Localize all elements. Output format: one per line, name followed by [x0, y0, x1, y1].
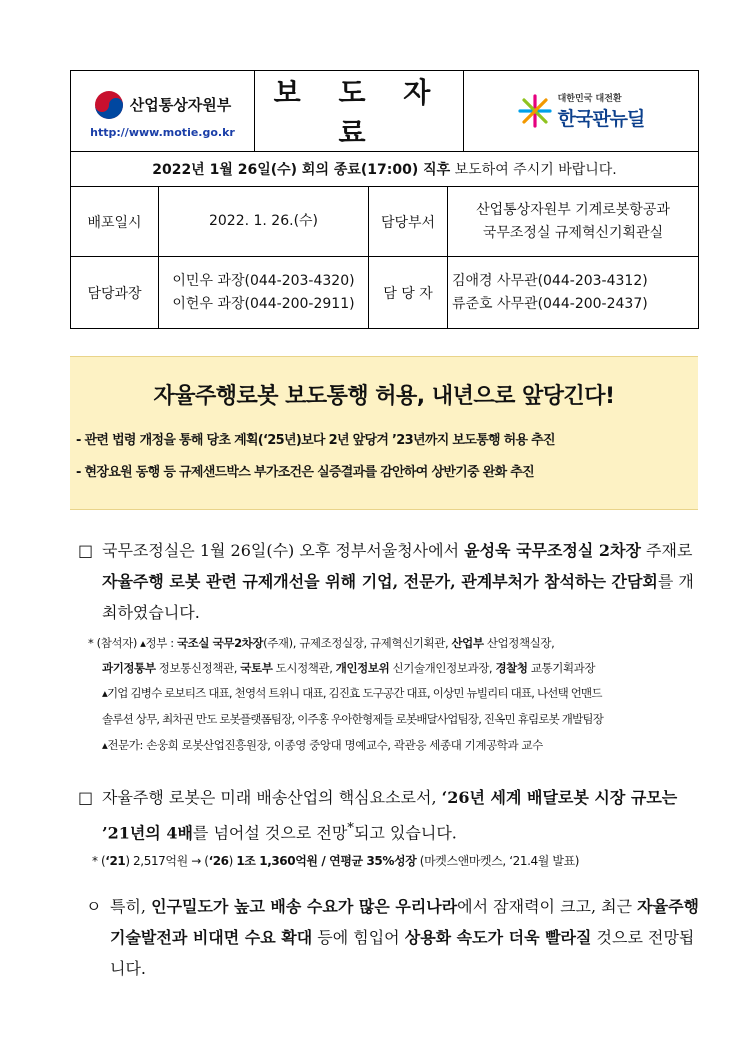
department-2: 국무조정실 규제혁신기획관실 — [482, 224, 664, 241]
p3-text-e: 등에 힘입어 — [312, 928, 405, 947]
staff-2: 류준호 사무관(044-200-2437) — [452, 295, 648, 312]
newdeal-title: 한국판뉴딜 — [557, 108, 645, 130]
market-note — [92, 850, 579, 873]
p1-text-d: 자율주행 로봇 관련 규제개선을 위해 기업, 전문가, 관계부처가 참석하는 간담회 — [102, 572, 658, 591]
taegeuk-emblem-icon — [94, 90, 124, 120]
department-1: 산업통상자원부 기계로봇항공과 — [476, 201, 670, 218]
department-value — [448, 187, 699, 257]
p1-text-a: 국무조정실은 1월 26일(수) 오후 정부서울청사에서 — [102, 541, 465, 560]
embargo-time: 2022년 1월 26일(수) 회의 종료(17:00) 직후 — [152, 162, 451, 178]
ministry-logo-cell — [71, 71, 255, 152]
attendee-note-line-1 — [88, 632, 554, 655]
n2-d: ‘26 — [208, 854, 229, 868]
attendee-note-line-4: 솔루션 상무, 최차권 만도 로봇플랫폼팀장, 이주홍 우아한형제들 로봇배달사업팀장, 진옥민 휴림로봇 개발팀장 — [102, 712, 604, 726]
circle-bullet: ㅇ — [86, 897, 102, 916]
n1-l1-d: 산업부 — [451, 636, 484, 650]
n1-l1-a: * (참석자) ▴정부 : — [88, 636, 177, 650]
n1-l2-b: 정보통신정책관, — [155, 661, 241, 675]
n1-l1-e: 산업정책실장, — [483, 636, 555, 650]
manager-1: 이민우 과장(044-203-4320) — [172, 272, 355, 289]
p2-text-a: 자율주행 로봇은 미래 배송산업의 핵심요소로서, — [102, 788, 442, 807]
embargo-notice — [71, 152, 699, 187]
subheadline-2: - 현장요원 동행 등 규제샌드박스 부가조건은 실증결과를 감안하여 상반기중 완화 추진 — [76, 465, 534, 480]
manager-value — [159, 257, 369, 329]
n1-l2-e: 개인정보위 — [335, 661, 390, 675]
p3-text-g: 것으로 전망됩니다. — [110, 928, 695, 978]
attendee-note-line-5: ▴전문가: 손웅희 로봇산업진흥원장, 이종영 중앙대 명예교수, 곽관응 세종대 기계공학과 교수 — [102, 738, 543, 752]
paragraph-2 — [78, 782, 700, 848]
subheadline-1: - 관련 법령 개정을 통해 당초 계획(‘25년)보다 2년 앞당겨 ’23년까지 보도통행 허용 추진 — [76, 433, 555, 448]
release-date-value: 2022. 1. 26.(수) — [159, 187, 369, 257]
p3-text-f: 상용화 속도가 더욱 빨라질 — [404, 928, 592, 947]
summary-box — [70, 356, 698, 510]
staff-1: 김애경 사무관(044-203-4312) — [452, 272, 648, 289]
p1-text-c: 주재로 — [640, 541, 693, 560]
p3-text-a: 특히, — [110, 897, 152, 916]
p2-footnote-mark: * — [347, 821, 354, 836]
manager-label: 담당과장 — [71, 257, 159, 329]
newdeal-subtitle: 대한민국 대전환 — [557, 94, 622, 104]
p2-text-b: ‘26년 세계 배달로봇 시장 규모는 ’21년의 4배 — [102, 788, 678, 843]
headline: 자율주행로봇 보도통행 허용, 내년으로 앞당긴다! — [153, 384, 615, 409]
n1-l2-h: 교통기획과장 — [527, 661, 596, 675]
n2-e: ) — [228, 854, 237, 868]
release-date-label: 배포일시 — [71, 187, 159, 257]
square-bullet: □ — [78, 541, 94, 560]
department-label: 담당부서 — [369, 187, 448, 257]
n2-c: ) 2,517억원 → ( — [125, 854, 209, 868]
paragraph-3 — [86, 891, 700, 984]
p1-text-e: 를 개최하였습니다. — [102, 572, 694, 622]
n2-f: 1조 1,360억원 / 연평균 35%성장 — [236, 854, 417, 868]
p3-text-d: 자율주행 기술발전과 비대면 수요 확대 — [110, 897, 699, 947]
n1-l2-f: 신기술개인정보과장, — [389, 661, 496, 675]
ministry-name: 산업통상자원부 — [129, 96, 232, 114]
newdeal-star-icon — [518, 94, 552, 128]
embargo-text: 보도하여 주시기 바랍니다. — [450, 162, 617, 178]
ministry-url[interactable]: http://www.motie.go.kr — [90, 125, 235, 139]
staff-value — [448, 257, 699, 329]
n1-l1-c: (주재), 규제조정실장, 규제혁신기획관, — [263, 636, 452, 650]
n1-l1-b: 국조실 국무2차장 — [176, 636, 264, 650]
p2-text-d: 되고 있습니다. — [353, 823, 457, 843]
n1-l2-c: 국토부 — [240, 661, 273, 675]
n2-g: (마켓스앤마켓스, ‘21.4월 발표) — [416, 854, 580, 868]
p2-text-c: 를 넘어설 것으로 전망 — [192, 823, 348, 843]
n2-b: ‘21 — [105, 854, 126, 868]
n1-l2-d: 도시정책관, — [272, 661, 336, 675]
n1-l2-g: 경찰청 — [495, 661, 528, 675]
manager-2: 이헌우 과장(044-200-2911) — [172, 295, 355, 312]
p3-text-b: 인구밀도가 높고 배송 수요가 많은 우리나라 — [151, 897, 458, 916]
square-bullet: □ — [78, 788, 94, 807]
attendee-note-line-2 — [102, 657, 595, 680]
title-cell — [255, 71, 464, 152]
p1-text-b: 윤성욱 국무조정실 2차장 — [464, 541, 641, 560]
newdeal-logo-cell — [464, 71, 699, 152]
staff-label: 담 당 자 — [369, 257, 448, 329]
document-title: 보 도 자 료 — [273, 76, 445, 149]
attendee-note-line-3: ▴기업 김병수 로보티즈 대표, 천영석 트위니 대표, 김진효 도구공간 대표, 이상민 뉴빌리티 대표, 나선택 언맨드 — [102, 686, 602, 700]
p3-text-c: 에서 잠재력이 크고, 최근 — [457, 897, 638, 916]
press-header-table — [70, 70, 699, 329]
n2-a: * ( — [92, 854, 106, 868]
paragraph-1 — [78, 535, 700, 628]
n1-l2-a: 과기정통부 — [102, 661, 156, 675]
